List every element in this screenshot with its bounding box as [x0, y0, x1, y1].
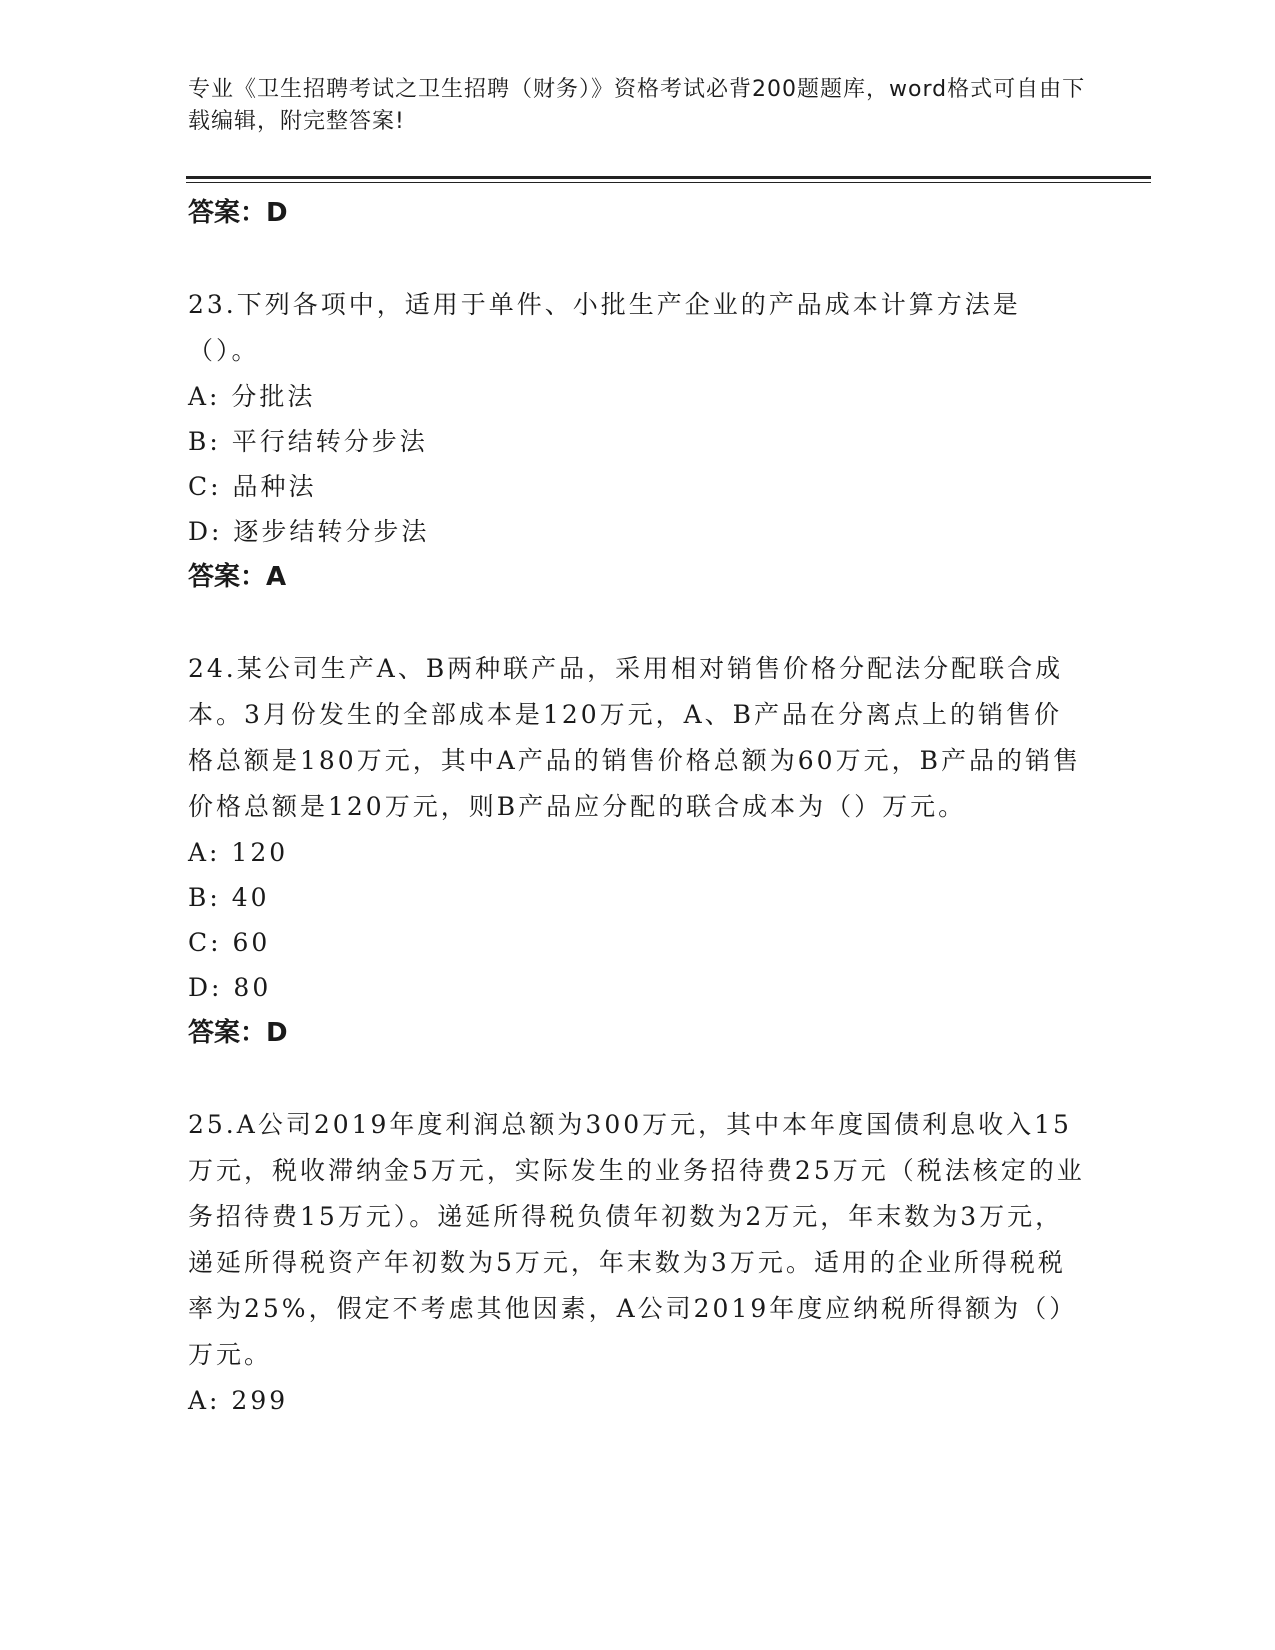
option-c: C: 品种法 [188, 472, 317, 501]
answer: 答案：A [188, 562, 287, 592]
option-a: A: 分批法 [188, 382, 316, 411]
page-header: 专业《卫生招聘考试之卫生招聘（财务）》资格考试必背200题题库，word格式可自由下载编辑，附完整答案! [188, 77, 1086, 134]
option-a: A: 120 [188, 838, 289, 867]
option-d: D: 80 [188, 973, 272, 1002]
header-divider [186, 176, 1151, 179]
answer-previous: 答案：D [188, 198, 288, 228]
document-body [188, 190, 1088, 1423]
option-b: B: 40 [188, 883, 270, 912]
question-text: 25.A公司2019年度利润总额为300万元，其中本年度国债利息收入15万元，税收滞纳金5万元，实际发生的业务招待费25万元（税法核定的业务招待费15万元）。递延所得税负债年初数为2万元，年末数为3万元，递延所得税资产年初数为5万元，年末数为3万元。适用的企业所得税税率为25%，假定不考虑其他因素，A公司2019年度应纳税所得额为（）万元。 [188, 1110, 1085, 1369]
question-text: 23.下列各项中，适用于单件、小批生产企业的产品成本计算方法是（）。 [188, 290, 1021, 365]
question-text: 24.某公司生产A、B两种联产品，采用相对销售价格分配法分配联合成本。3月份发生的全部成本是120万元，A、B产品在分离点上的销售价格总额是180万元，其中A产品的销售价格总额为60万元，B产品的销售价格总额是120万元，则B产品应分配的联合成本为（）万元。 [188, 654, 1081, 821]
option-d: D: 逐步结转分步法 [188, 517, 430, 546]
question-25 [188, 1102, 1088, 1423]
answer: 答案：D [188, 1018, 288, 1048]
option-c: C: 60 [188, 928, 271, 957]
question-24 [188, 646, 1088, 1056]
option-b: B: 平行结转分步法 [188, 427, 428, 456]
question-23 [188, 282, 1088, 600]
header-divider-thin [186, 182, 1151, 183]
option-a: A: 299 [188, 1386, 289, 1415]
